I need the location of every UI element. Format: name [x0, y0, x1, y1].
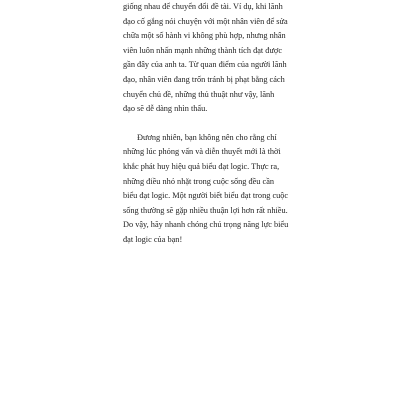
text-line: đạt logic của bạn!	[123, 234, 183, 244]
text-line: gần đây của anh ta. Từ quan điểm của người lãnh	[123, 60, 287, 70]
text-line: Đương nhiên, bạn không nên cho rằng chỉ	[137, 132, 277, 142]
paragraph-1	[123, 0, 288, 117]
body-text	[123, 0, 289, 248]
paragraph-2	[123, 131, 289, 248]
text-line: biểu đạt logic. Một người biết biểu đạt trong cuộc	[123, 191, 289, 201]
text-line: những lúc phỏng vấn và diễn thuyết mới là thời	[123, 147, 281, 157]
text-line: chữa một số hành vi không phù hợp, nhưng nhân	[123, 31, 286, 41]
text-line: chuyển chủ đề, những thủ thuật như vậy, lãnh	[123, 89, 275, 99]
text-line: giống nhau để chuyển đổi đề tài. Ví dụ, khi lãnh	[123, 2, 283, 11]
paragraph-spacer	[123, 117, 274, 131]
text-line: đạo, nhân viên đang trốn tránh bị phạt bằng cách	[123, 74, 285, 84]
text-line: đạo sẽ dễ dàng nhìn thấu.	[123, 104, 208, 114]
text-line: sống thường sẽ gặp nhiều thuận lợi hơn rất nhiều.	[123, 205, 288, 215]
text-line: viên luôn nhấn mạnh những thành tích đạt được	[123, 45, 283, 55]
text-line: khắc phát huy hiệu quả biểu đạt logic. Thực ra,	[123, 161, 280, 171]
text-line: những điều nhỏ nhặt trong cuộc sống đều cần	[123, 176, 275, 186]
text-line: Do vậy, hãy nhanh chóng chú trọng năng lực biểu	[123, 220, 289, 230]
text-line: đạo cố gắng nói chuyện với một nhân viên để sửa	[123, 16, 288, 26]
